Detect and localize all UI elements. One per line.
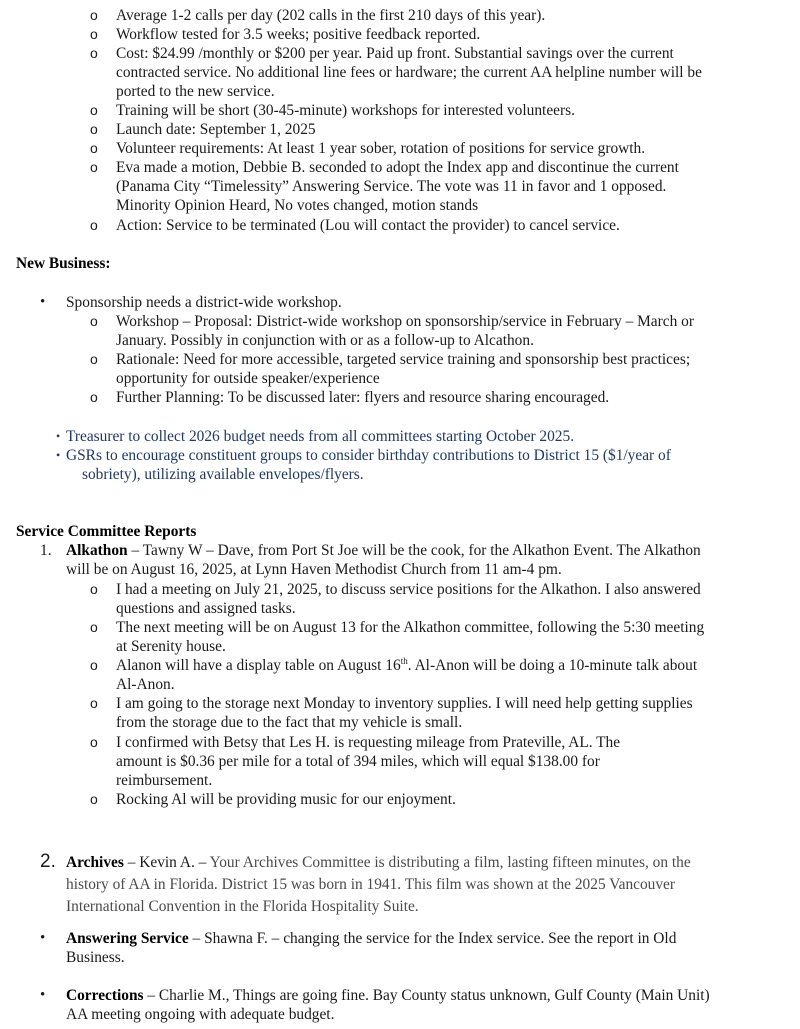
list-item-cont: reimbursement. [116, 772, 213, 789]
alanon-text-rest: Al-Anon will be doing a 10-minute talk about [414, 657, 698, 674]
list-item-cont: Minority Opinion Heard, No votes changed, motion stands [116, 197, 479, 214]
answering-title: Answering Service [66, 930, 189, 947]
list-item: I am going to the storage next Monday to inventory supplies. I will need help getting supplies [116, 695, 693, 712]
list-item-cont: (Panama City “Timelessity” Answering Service. The vote was 11 in favor and 1 opposed. [116, 178, 667, 195]
circle-bullet-icon: o [90, 26, 98, 42]
corrections-title: Corrections [66, 987, 144, 1004]
list-item: Average 1-2 calls per day (202 calls in the first 210 days of this year). [116, 7, 546, 24]
circle-bullet-icon: o [90, 351, 98, 367]
list-item-cont: Al-Anon. [116, 676, 175, 693]
alkathon-report [66, 541, 701, 560]
list-item-cont: from the storage due to the fact that my vehicle is small. [116, 714, 463, 731]
list-item-cont: at Serenity house. [116, 638, 226, 655]
list-item-cont: contracted service. No additional line fees or hardware; the current AA helpline number will be [116, 64, 702, 81]
list-item: The next meeting will be on August 13 for the Alkathon committee, following the 5:30 meeting [116, 619, 705, 636]
archives-name: – Kevin A. – [123, 854, 210, 871]
service-reports-heading: Service Committee Reports [16, 523, 197, 540]
list-item: Cost: $24.99 /monthly or $200 per year. Paid up front. Substantial savings over the current [116, 45, 674, 62]
list-item-cont: January. Possibly in conjunction with or as a follow-up to Alcathon. [116, 332, 534, 349]
list-item: I had a meeting on July 21, 2025, to discuss service positions for the Alkathon. I also answered [116, 581, 701, 598]
list-item: GSRs to encourage constituent groups to consider birthday contributions to District 15 ($1/year of [66, 447, 671, 464]
list-number: 2. [40, 851, 56, 872]
archives-title: Archives [66, 854, 124, 871]
list-item: Volunteer requirements: At least 1 year sober, rotation of positions for service growth. [116, 140, 646, 157]
list-item: Alanon will have a display table on August 16th. Al-Anon will be doing a 10-minute talk about [116, 655, 698, 674]
bullet-icon: • [40, 987, 46, 1003]
archives-report [66, 852, 691, 874]
circle-bullet-icon: o [90, 313, 98, 329]
list-item: I confirmed with Betsy that Les H. is requesting mileage from Prateville, AL. The [116, 734, 621, 751]
corrections-text-cont: AA meeting ongoing with adequate budget. [66, 1006, 335, 1023]
list-item: Workflow tested for 3.5 weeks; positive feedback reported. [116, 26, 481, 43]
list-item-cont: ported to the new service. [116, 83, 275, 100]
circle-bullet-icon: o [90, 695, 98, 711]
archives-text-cont: history of AA in Florida. District 15 was born in 1941. This film was shown at the 2025 Vancouver [66, 876, 676, 893]
circle-bullet-icon: o [90, 102, 98, 118]
circle-bullet-icon: o [90, 619, 98, 635]
answering-text: – Shawna F. – changing the service for the Index service. See the report in Old [188, 930, 677, 947]
bullet-icon: • [40, 294, 46, 310]
list-item: Sponsorship needs a district-wide workshop. [66, 294, 342, 311]
list-item: Workshop – Proposal: District-wide workshop on sponsorship/service in February – March or [116, 313, 694, 330]
circle-bullet-icon: o [90, 657, 98, 673]
list-number: 1. [40, 542, 52, 559]
archives-text-cont: International Convention in the Florida Hospitality Suite. [66, 898, 419, 915]
alkathon-title: Alkathon [66, 542, 128, 559]
bullet-icon: • [40, 930, 46, 946]
list-item-cont: opportunity for outside speaker/experience [116, 370, 380, 387]
list-item: Rocking Al will be providing music for our enjoyment. [116, 791, 456, 808]
list-item: Treasurer to collect 2026 budget needs from all committees starting October 2025. [66, 428, 575, 445]
answering-text-cont: Business. [66, 949, 125, 966]
circle-bullet-icon: o [90, 389, 98, 405]
list-item: Eva made a motion, Debbie B. seconded to adopt the Index app and discontinue the current [116, 159, 679, 176]
circle-bullet-icon: o [90, 45, 98, 61]
list-item: Rationale: Need for more accessible, targeted service training and sponsorship best practices; [116, 351, 691, 368]
list-item: Launch date: September 1, 2025 [116, 121, 316, 138]
archives-text: Your Archives Committee is distributing a film, lasting fifteen minutes, on the [209, 854, 691, 871]
list-item: Further Planning: To be discussed later: flyers and resource sharing encouraged. [116, 389, 610, 406]
circle-bullet-icon: o [90, 791, 98, 807]
circle-bullet-icon: o [90, 159, 98, 175]
list-item-cont: questions and assigned tasks. [116, 600, 296, 617]
circle-bullet-icon: o [90, 217, 98, 233]
alkathon-text-cont: will be on August 16, 2025, at Lynn Haven Methodist Church from 11 am-4 pm. [66, 561, 562, 578]
new-business-heading: New Business: [16, 255, 111, 272]
circle-bullet-icon: o [90, 581, 98, 597]
list-item-cont: amount is $0.36 per mile for a total of 394 miles, which will equal $138.00 for [116, 753, 600, 770]
circle-bullet-icon: o [90, 140, 98, 156]
corrections-report [66, 986, 710, 1005]
alkathon-text: – Tawny W – Dave, from Port St Joe will be the cook, for the Alkathon Event. The Alkathon [127, 542, 701, 559]
corrections-text: – Charlie M., Things are going fine. Bay County status unknown, Gulf County (Main Unit) [143, 987, 710, 1004]
ordinal-suffix: th [400, 655, 408, 666]
bullet-icon: • [56, 429, 61, 443]
answering-report [66, 929, 676, 948]
circle-bullet-icon: o [90, 734, 98, 750]
alanon-text: Alanon will have a display table on August 16 [116, 657, 401, 674]
list-item: Training will be short (30-45-minute) workshops for interested volunteers. [116, 102, 575, 119]
circle-bullet-icon: o [90, 7, 98, 23]
bullet-icon: • [56, 448, 61, 462]
list-item-cont: sobriety), utilizing available envelopes/flyers. [82, 466, 364, 483]
circle-bullet-icon: o [90, 121, 98, 137]
list-item: Action: Service to be terminated (Lou will contact the provider) to cancel service. [116, 217, 620, 234]
